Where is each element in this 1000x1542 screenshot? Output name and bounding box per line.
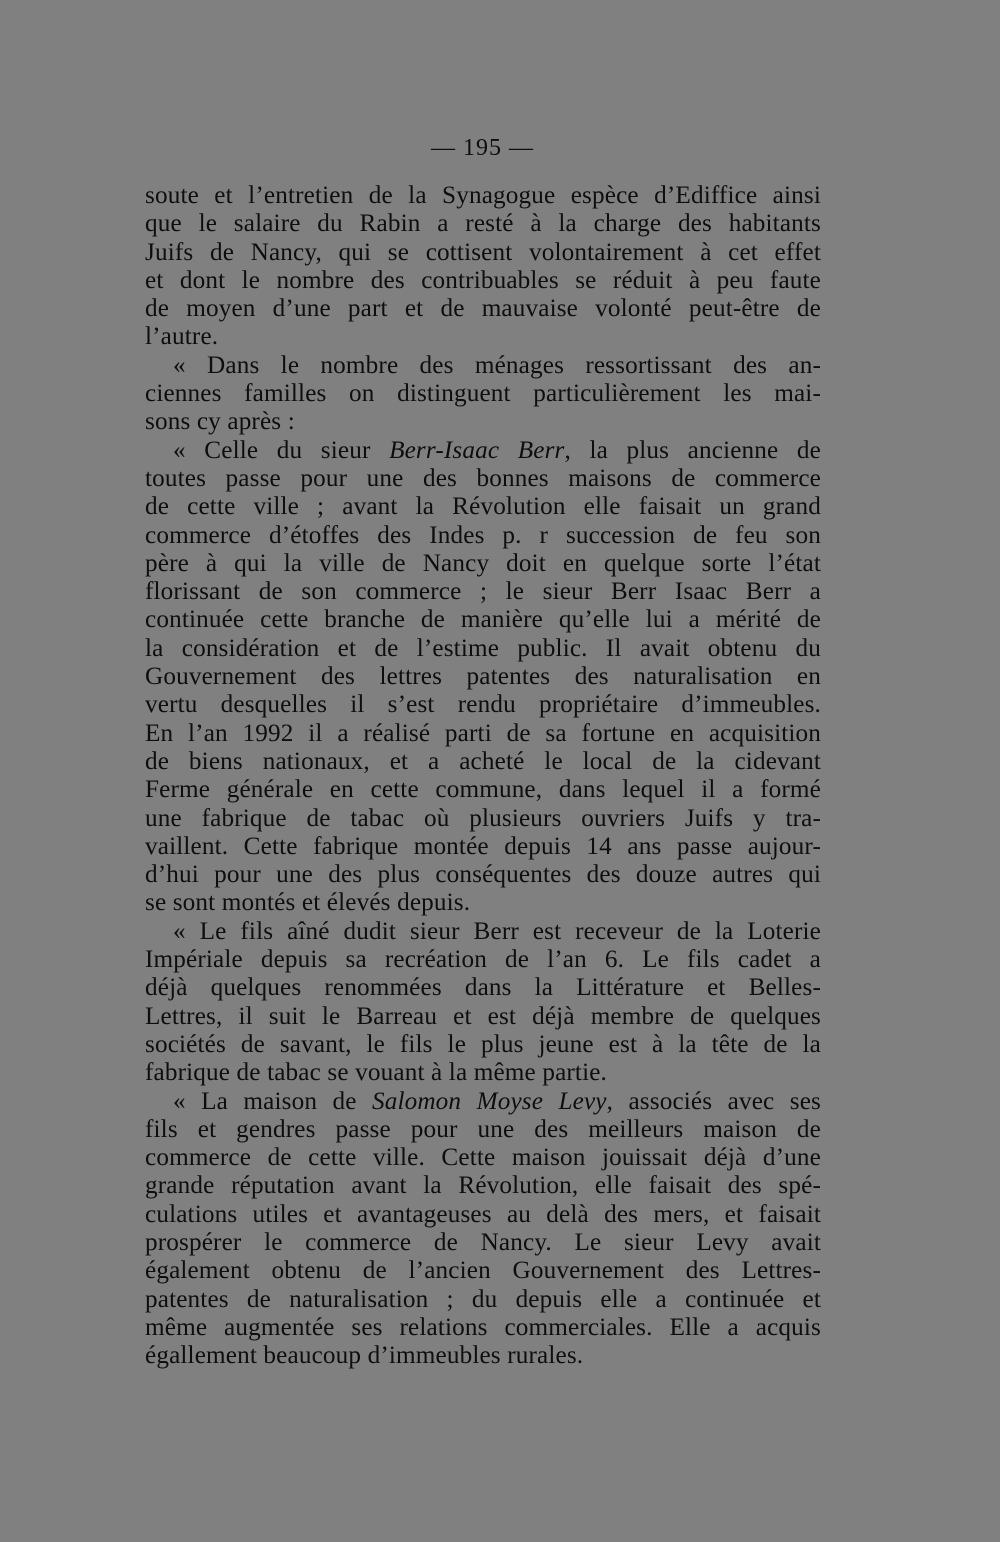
italic-name: Salomon Moyse Levy xyxy=(371,1087,607,1115)
text-line xyxy=(145,805,821,833)
text-line xyxy=(145,465,821,493)
text-run: même augmentée ses relations commerciales. Elle a acquis xyxy=(145,1313,821,1341)
text-line xyxy=(145,1088,821,1116)
text-run: Impériale depuis sa recréation de l’an 6. Le fils cadet a xyxy=(145,946,821,974)
text-run: « Le fils aîné dudit sieur Berr est receveur de la Loterie xyxy=(173,917,821,945)
text-line xyxy=(145,691,821,719)
paragraph xyxy=(145,352,821,437)
text-line xyxy=(145,635,821,663)
text-run: patentes de naturalisation ; du depuis elle a continuée et xyxy=(145,1285,821,1313)
text-line xyxy=(145,493,821,521)
text-line xyxy=(145,1172,821,1200)
text-line xyxy=(145,1116,821,1144)
paragraph xyxy=(145,1088,821,1371)
paragraph xyxy=(145,918,821,1088)
italic-name: Berr-Isaac Berr xyxy=(389,436,565,464)
text-line xyxy=(145,380,821,408)
text-run: l’autre. xyxy=(145,323,219,351)
text-run: commerce de cette ville. Cette maison jouissait déjà d’une xyxy=(145,1144,821,1172)
text-line xyxy=(145,578,821,606)
text-run: vaillent. Cette fabrique montée depuis 14 ans passe aujour- xyxy=(145,832,821,860)
text-run: « Dans le nombre des ménages ressortissant des an- xyxy=(173,351,821,379)
text-run: de biens nationaux, et a acheté le local de la cidevant xyxy=(145,747,821,775)
text-line xyxy=(145,889,821,917)
text-line xyxy=(145,182,821,210)
text-line xyxy=(145,1144,821,1172)
text-run: « Celle du sieur xyxy=(173,436,390,464)
text-line xyxy=(145,323,821,351)
text-run: égallement beaucoup d’immeubles rurales. xyxy=(145,1342,584,1370)
text-run: continuée cette branche de manière qu’elle lui a mérité de xyxy=(145,606,821,634)
paragraph xyxy=(145,182,821,352)
text-line xyxy=(145,437,821,465)
text-run: de moyen d’une part et de mauvaise volonté peut-être de xyxy=(145,295,821,323)
text-run: culations utiles et avantageuses au delà des mers, et faisait xyxy=(145,1200,821,1228)
text-run: Juifs de Nancy, qui se cottisent volontairement à cet effet xyxy=(145,238,821,266)
text-line xyxy=(145,776,821,804)
text-run: commerce d’étoffes des Indes p. r succession de feu son xyxy=(145,521,821,549)
text-line xyxy=(145,522,821,550)
text-line xyxy=(145,606,821,634)
text-run: se sont montés et élevés depuis. xyxy=(145,889,471,917)
text-run: toutes passe pour une des bonnes maisons de commerce xyxy=(145,464,821,492)
text-line xyxy=(145,974,821,1002)
text-line xyxy=(145,267,821,295)
text-line xyxy=(145,1257,821,1285)
text-run: « La maison de xyxy=(173,1087,372,1115)
text-line xyxy=(145,1314,821,1342)
text-line xyxy=(145,352,821,380)
text-run: de cette ville ; avant la Révolution elle faisait un grand xyxy=(145,493,821,521)
text-run: et dont le nombre des contribuables se réduit à peu faute xyxy=(145,266,821,294)
text-line xyxy=(145,833,821,861)
text-run: prospérer le commerce de Nancy. Le sieur Levy avait xyxy=(145,1228,821,1256)
text-line xyxy=(145,663,821,691)
text-run: En l’an 1992 il a réalisé parti de sa fortune en acquisition xyxy=(145,719,821,747)
text-line xyxy=(145,748,821,776)
text-line xyxy=(145,210,821,238)
text-run: également obtenu de l’ancien Gouvernement des Lettres- xyxy=(145,1257,821,1285)
text-line xyxy=(145,918,821,946)
text-line xyxy=(145,239,821,267)
text-line xyxy=(145,1229,821,1257)
text-run: grande réputation avant la Révolution, elle faisait des spé- xyxy=(145,1172,821,1200)
text-run: sociétés de savant, le fils le plus jeune est à la tête de la xyxy=(145,1030,821,1058)
text-line xyxy=(145,1031,821,1059)
text-run: Ferme générale en cette commune, dans lequel il a formé xyxy=(145,776,821,804)
text-run: vertu desquelles il s’est rendu propriétaire d’immeubles. xyxy=(145,691,821,719)
text-line xyxy=(145,861,821,889)
text-run: ciennes familles on distinguent particulièrement les mai- xyxy=(145,380,821,408)
page-number: — 195 — xyxy=(431,135,534,161)
text-run: que le salaire du Rabin a resté à la charge des habitants xyxy=(145,210,821,238)
text-run: Lettres, il suit le Barreau et est déjà membre de quelques xyxy=(145,1002,821,1030)
text-line xyxy=(145,1201,821,1229)
text-run: une fabrique de tabac où plusieurs ouvriers Juifs y tra- xyxy=(145,804,821,832)
text-line xyxy=(145,408,821,436)
text-run: soute et l’entretien de la Synagogue espèce d’Ediffice ainsi xyxy=(145,182,821,209)
body-text xyxy=(145,182,821,1370)
text-run: sons cy après : xyxy=(145,408,295,436)
text-run: florissant de son commerce ; le sieur Berr Isaac Berr a xyxy=(145,578,821,606)
paragraph xyxy=(145,437,821,918)
text-line xyxy=(145,946,821,974)
text-run: déjà quelques renommées dans la Littérature et Belles- xyxy=(145,974,821,1002)
text-line xyxy=(145,1003,821,1031)
text-run: d’hui pour une des plus conséquentes des douze autres qui xyxy=(145,861,821,889)
text-run: fabrique de tabac se vouant à la même partie. xyxy=(145,1059,608,1087)
text-run: père à qui la ville de Nancy doit en quelque sorte l’état xyxy=(145,549,821,577)
text-line xyxy=(145,1342,821,1370)
text-line xyxy=(145,720,821,748)
text-run: , associés avec ses xyxy=(606,1087,821,1115)
text-run: , la plus ancienne de xyxy=(564,436,821,464)
text-line xyxy=(145,550,821,578)
text-line xyxy=(145,1059,821,1087)
text-run: fils et gendres passe pour une des meilleurs maison de xyxy=(145,1115,821,1143)
text-run: la considération et de l’estime public. Il avait obtenu du xyxy=(145,634,821,662)
text-line xyxy=(145,295,821,323)
text-line xyxy=(145,1286,821,1314)
text-run: Gouvernement des lettres patentes des naturalisation en xyxy=(145,663,821,691)
